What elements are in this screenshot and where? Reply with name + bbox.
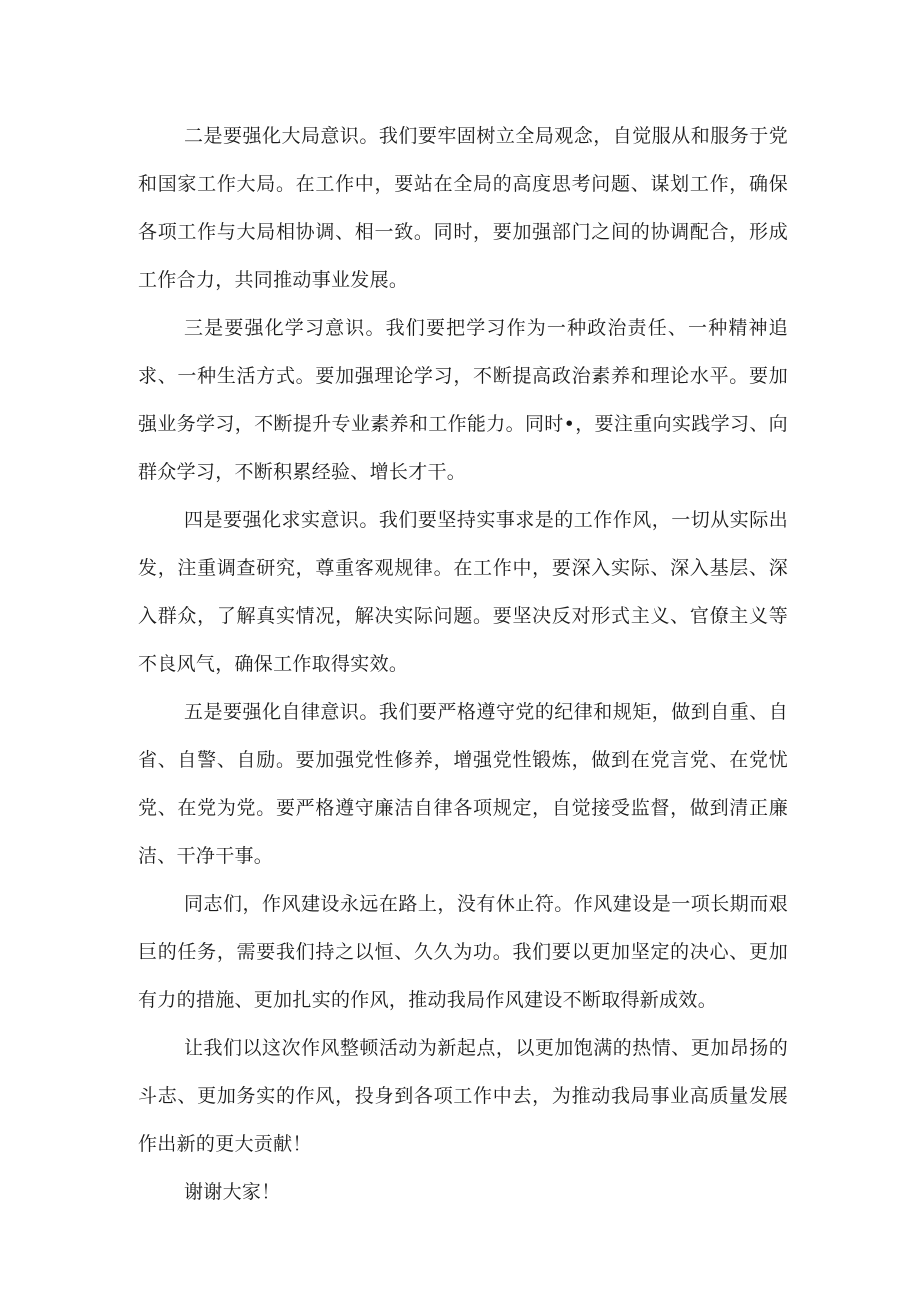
paragraph-call-to-action: 让我们以这次作风整顿活动为新起点，以更加饱满的热情、更加昂扬的斗志、更加务实的作风，投身到各项工作中去，为推动我局事业高质量发展作出新的更大贡献！ xyxy=(138,1037,788,1155)
paragraph-self-discipline-awareness: 五是要强化自律意识。我们要严格遵守党的纪律和规矩，做到自重、自省、自警、自励。要加强党性修养，增强党性锻炼，做到在党言党、在党忧党、在党为党。要严格遵守廉洁自律各项规定，自觉接受监督，做到清正廉洁、干净干事。 xyxy=(138,701,788,867)
paragraph-pragmatic-awareness: 四是要强化求实意识。我们要坚持实事求是的工作作风，一切从实际出发，注重调查研究，尊重客观规律。在工作中，要深入实际、深入基层、深入群众，了解真实情况，解决实际问题。要坚决反对形式主义、官僚主义等不良风气，确保工作取得实效。 xyxy=(138,509,788,675)
document-body xyxy=(138,112,788,1216)
paragraph-comrades: 同志们，作风建设永远在路上，没有休止符。作风建设是一项长期而艰巨的任务，需要我们持之以恒、久久为功。我们要以更加坚定的决心、更加有力的措施、更加扎实的作风，推动我局作风建设不断取得新成效。 xyxy=(138,893,788,1011)
paragraph-learning-awareness: 三是要强化学习意识。我们要把学习作为一种政治责任、一种精神追求、一种生活方式。要加强理论学习，不断提高政治素养和理论水平。要加强业务学习，不断提升专业素养和工作能力。同时•，要注重向实践学习、向群众学习，不断积累经验、增长才干。 xyxy=(138,317,788,483)
paragraph-global-awareness: 二是要强化大局意识。我们要牢固树立全局观念，自觉服从和服务于党和国家工作大局。在工作中，要站在全局的高度思考问题、谋划工作，确保各项工作与大局相协调、相一致。同时，要加强部门之间的协调配合，形成工作合力，共同推动事业发展。 xyxy=(138,125,788,291)
paragraph-thanks: 谢谢大家！ xyxy=(184,1181,281,1203)
